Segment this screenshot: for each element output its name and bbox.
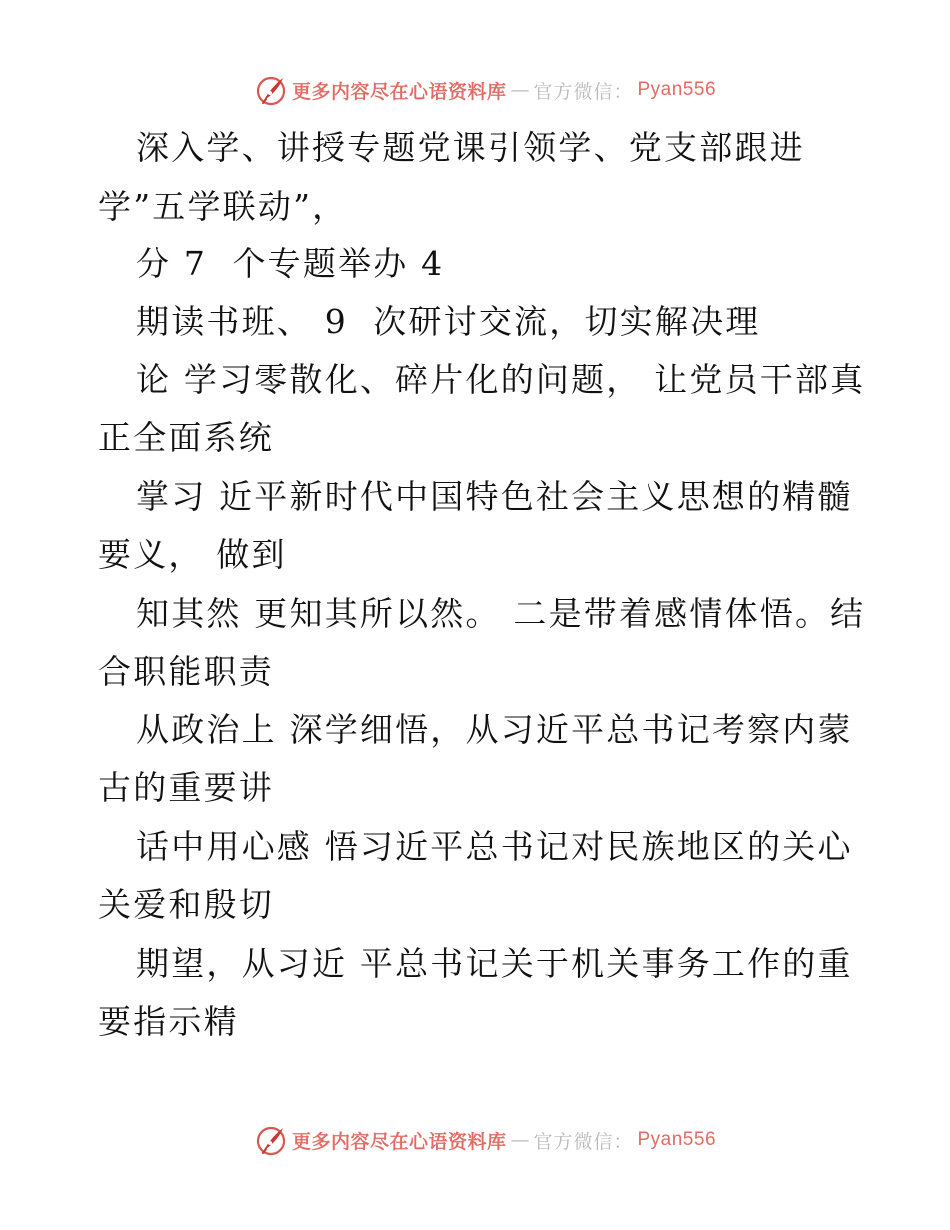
body-line: 要义， 做到 [98, 535, 287, 574]
body-line: 期读书班、 9 次研讨交流，切实解决理 [136, 302, 761, 341]
body-line: 话中用心感 悟习近平总书记对民族地区的关心 [136, 827, 853, 866]
body-line: 知其然 更知其所以然。 二是带着感情体悟。结 [136, 594, 866, 633]
header-brand-text: 更多内容尽在心语资料库 [291, 80, 507, 103]
header-wechat-id: Pyan556 [637, 79, 717, 100]
body-line: 深入学、讲授专题党课引领学、党支部跟进 [136, 128, 805, 167]
body-line: 古的重要讲 [98, 768, 274, 807]
header-banner [0, 70, 950, 110]
footer-banner-content [254, 1123, 716, 1157]
header-banner-content [254, 73, 716, 107]
footer-wechat-id: Pyan556 [637, 1129, 717, 1150]
footer-wechat-label: 官方微信： [533, 1130, 634, 1153]
body-line: 学”五学联动”， [98, 187, 348, 226]
quill-pen-logo-icon [254, 73, 288, 107]
body-line: 合职能职责 [98, 652, 274, 691]
body-line: 从政治上 深学细悟，从习近平总书记考察内蒙 [136, 710, 853, 749]
body-line: 分 7 个专题举办 4 [136, 244, 445, 283]
footer-dash: — [510, 1129, 530, 1151]
body-line: 关爱和殷切 [98, 885, 274, 924]
body-line: 论 学习零散化、碎片化的问题， 让党员干部真 [136, 360, 866, 399]
body-line: 期望，从习近 平总书记关于机关事务工作的重 [136, 944, 853, 983]
header-wechat-label: 官方微信： [533, 80, 634, 103]
body-line: 要指示精 [98, 1002, 239, 1041]
footer-banner [0, 1120, 950, 1160]
quill-pen-logo-icon [254, 1123, 288, 1157]
body-line: 正全面系统 [98, 418, 274, 457]
body-line: 掌习 近平新时代中国特色社会主义思想的精髓 [136, 477, 853, 516]
footer-brand-text: 更多内容尽在心语资料库 [291, 1130, 507, 1153]
header-dash: — [510, 79, 530, 101]
